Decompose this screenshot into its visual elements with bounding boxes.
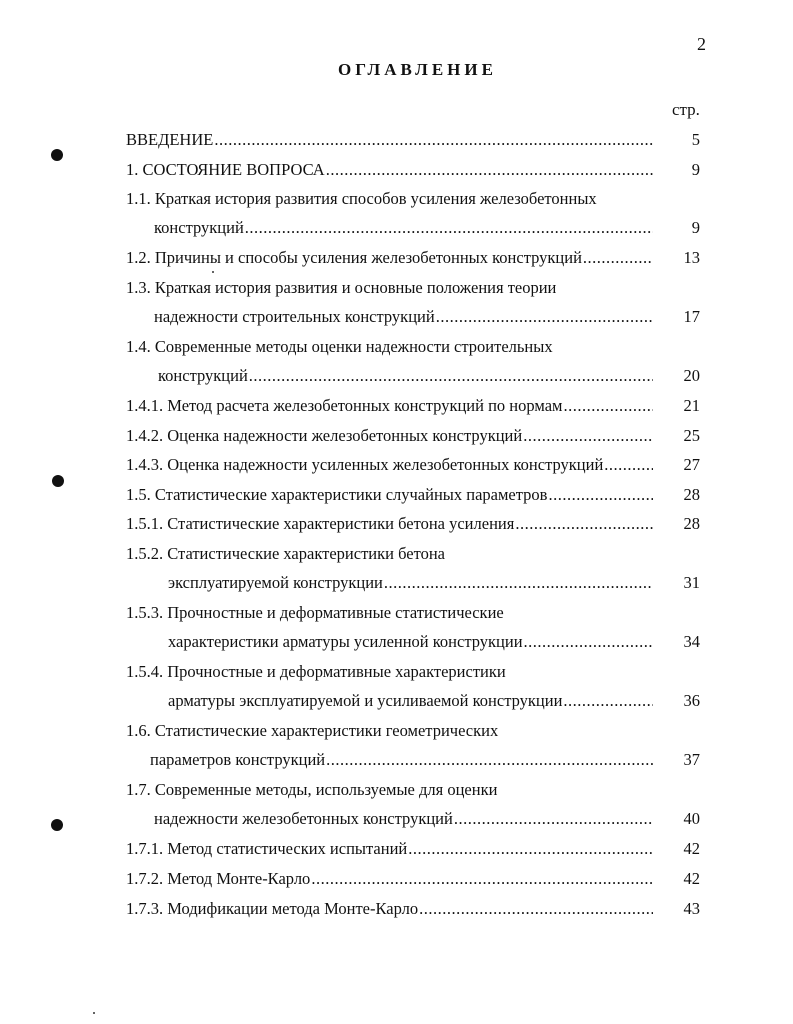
scan-speck (93, 1012, 95, 1014)
toc-entry-1-4-3[interactable] (126, 454, 700, 476)
page-number: 2 (697, 34, 706, 54)
toc-entry-page: 36 (683, 691, 700, 710)
toc-entry-title: 1.2. Причины и способы усиления железобетонных конструкций (126, 248, 582, 267)
toc-entry-page: 5 (691, 130, 700, 149)
toc-entry-page: 20 (683, 366, 700, 385)
leader-dots (326, 159, 653, 181)
toc-entry-title-continued: параметров конструкций (150, 750, 326, 769)
toc-entry-title: 1.4.1. Метод расчета железобетонных конструкций по нормам (126, 396, 563, 415)
toc-entry-1-7-3[interactable] (126, 898, 700, 920)
toc-entry-page: 13 (683, 248, 700, 267)
toc-entry-1[interactable] (126, 159, 700, 181)
leader-dots (563, 395, 653, 417)
page-column-label: стр. (672, 100, 700, 119)
leader-dots (563, 690, 653, 712)
toc-entry-title: 1.5.1. Статистические характеристики бетона усиления (126, 514, 515, 533)
leader-dots (454, 808, 653, 830)
toc-entry-page: 28 (683, 514, 700, 533)
toc-entry-title: 1.5.3. Прочностные и деформативные статистические (126, 603, 504, 622)
toc-entry-title: 1. СОСТОЯНИЕ ВОПРОСА (126, 160, 325, 179)
binder-hole-mark (51, 819, 63, 831)
toc-entry-1-6[interactable] (126, 720, 700, 769)
toc-entry-1-5[interactable] (126, 484, 700, 506)
toc-entry-page: 9 (691, 160, 700, 179)
toc-entry-1-5-3[interactable] (126, 602, 700, 651)
leader-dots (523, 425, 653, 447)
toc-entry-title-continued: надежности железобетонных конструкций (154, 809, 453, 828)
binder-hole-mark (52, 475, 64, 487)
toc-entry-title: 1.4.3. Оценка надежности усиленных железобетонных конструкций (126, 455, 604, 474)
toc-entry-page: 40 (683, 809, 700, 828)
toc-entry-title: 1.7.2. Метод Монте-Карло (126, 869, 311, 888)
page-title: ОГЛАВЛЕНИЕ (338, 60, 497, 79)
leader-dots (311, 868, 653, 890)
toc-entry-1-4[interactable] (126, 336, 700, 385)
toc-entry-title-continued: эксплуатируемой конструкции (168, 573, 383, 592)
scan-speck (212, 271, 214, 273)
toc-entry-page: 43 (683, 899, 700, 918)
leader-dots (326, 749, 653, 771)
toc-entry-1-7[interactable] (126, 779, 700, 828)
toc-entry-1-4-2[interactable] (126, 425, 700, 447)
leader-dots (548, 484, 653, 506)
toc-entry-introduction[interactable] (126, 129, 700, 151)
toc-entry-page: 42 (683, 869, 700, 888)
toc-entry-title: 1.4. Современные методы оценки надежности строительных (126, 337, 553, 356)
toc-entry-page: 25 (683, 426, 700, 445)
leader-dots (249, 365, 653, 387)
toc-entry-page: 42 (683, 839, 700, 858)
toc-entry-title: 1.6. Статистические характеристики геометрических (126, 721, 499, 740)
leader-dots (436, 306, 653, 328)
toc-entry-1-5-4[interactable] (126, 661, 700, 710)
toc-entry-page: 31 (683, 573, 700, 592)
toc-entry-page: 27 (683, 455, 700, 474)
toc-entry-title: 1.4.2. Оценка надежности железобетонных конструкций (126, 426, 523, 445)
toc-entry-1-5-2[interactable] (126, 543, 700, 592)
toc-entry-1-5-1[interactable] (126, 513, 700, 535)
toc-entry-title: ВВЕДЕНИЕ (126, 130, 214, 149)
toc-entry-page: 17 (683, 307, 700, 326)
toc-entry-title-continued: надежности строительных конструкций (154, 307, 435, 326)
toc-entry-title: 1.5.2. Статистические характеристики бетона (126, 544, 445, 563)
toc-entry-title: 1.1. Краткая история развития способов усиления железобетонных (126, 189, 597, 208)
toc-entry-1-3[interactable] (126, 277, 700, 326)
toc-entry-page: 9 (691, 218, 700, 237)
leader-dots (524, 631, 653, 653)
leader-dots (419, 898, 653, 920)
toc-entry-page: 21 (683, 396, 700, 415)
toc-entry-page: 37 (683, 750, 700, 769)
leader-dots (604, 454, 653, 476)
toc-entry-page: 28 (683, 485, 700, 504)
leader-dots (515, 513, 653, 535)
binder-hole-mark (51, 149, 63, 161)
toc-entry-1-1[interactable] (126, 188, 700, 237)
toc-entry-1-4-1[interactable] (126, 395, 700, 417)
leader-dots (408, 838, 653, 860)
leader-dots (583, 247, 653, 269)
toc-entry-title-continued: конструкций (154, 218, 244, 237)
toc-entry-title-continued: характеристики арматуры усиленной конструкции (168, 632, 523, 651)
toc-entry-title: 1.7.1. Метод статистических испытаний (126, 839, 408, 858)
toc-entry-title-continued: конструкций (158, 366, 248, 385)
toc-entry-1-2[interactable] (126, 247, 700, 269)
toc-entry-title-continued: арматуры эксплуатируемой и усиливаемой конструкции (168, 691, 563, 710)
leader-dots (214, 129, 653, 151)
leader-dots (384, 572, 653, 594)
toc-entry-1-7-2[interactable] (126, 868, 700, 890)
toc-entry-1-7-1[interactable] (126, 838, 700, 860)
toc-entry-title: 1.5. Статистические характеристики случайных параметров (126, 485, 548, 504)
toc-entry-page: 34 (683, 632, 700, 651)
toc-entry-title: 1.5.4. Прочностные и деформативные характеристики (126, 662, 506, 681)
toc-entry-title: 1.7. Современные методы, используемые для оценки (126, 780, 498, 799)
leader-dots (245, 217, 653, 239)
toc-entry-title: 1.3. Краткая история развития и основные положения теории (126, 278, 557, 297)
toc-entry-title: 1.7.3. Модификации метода Монте-Карло (126, 899, 419, 918)
